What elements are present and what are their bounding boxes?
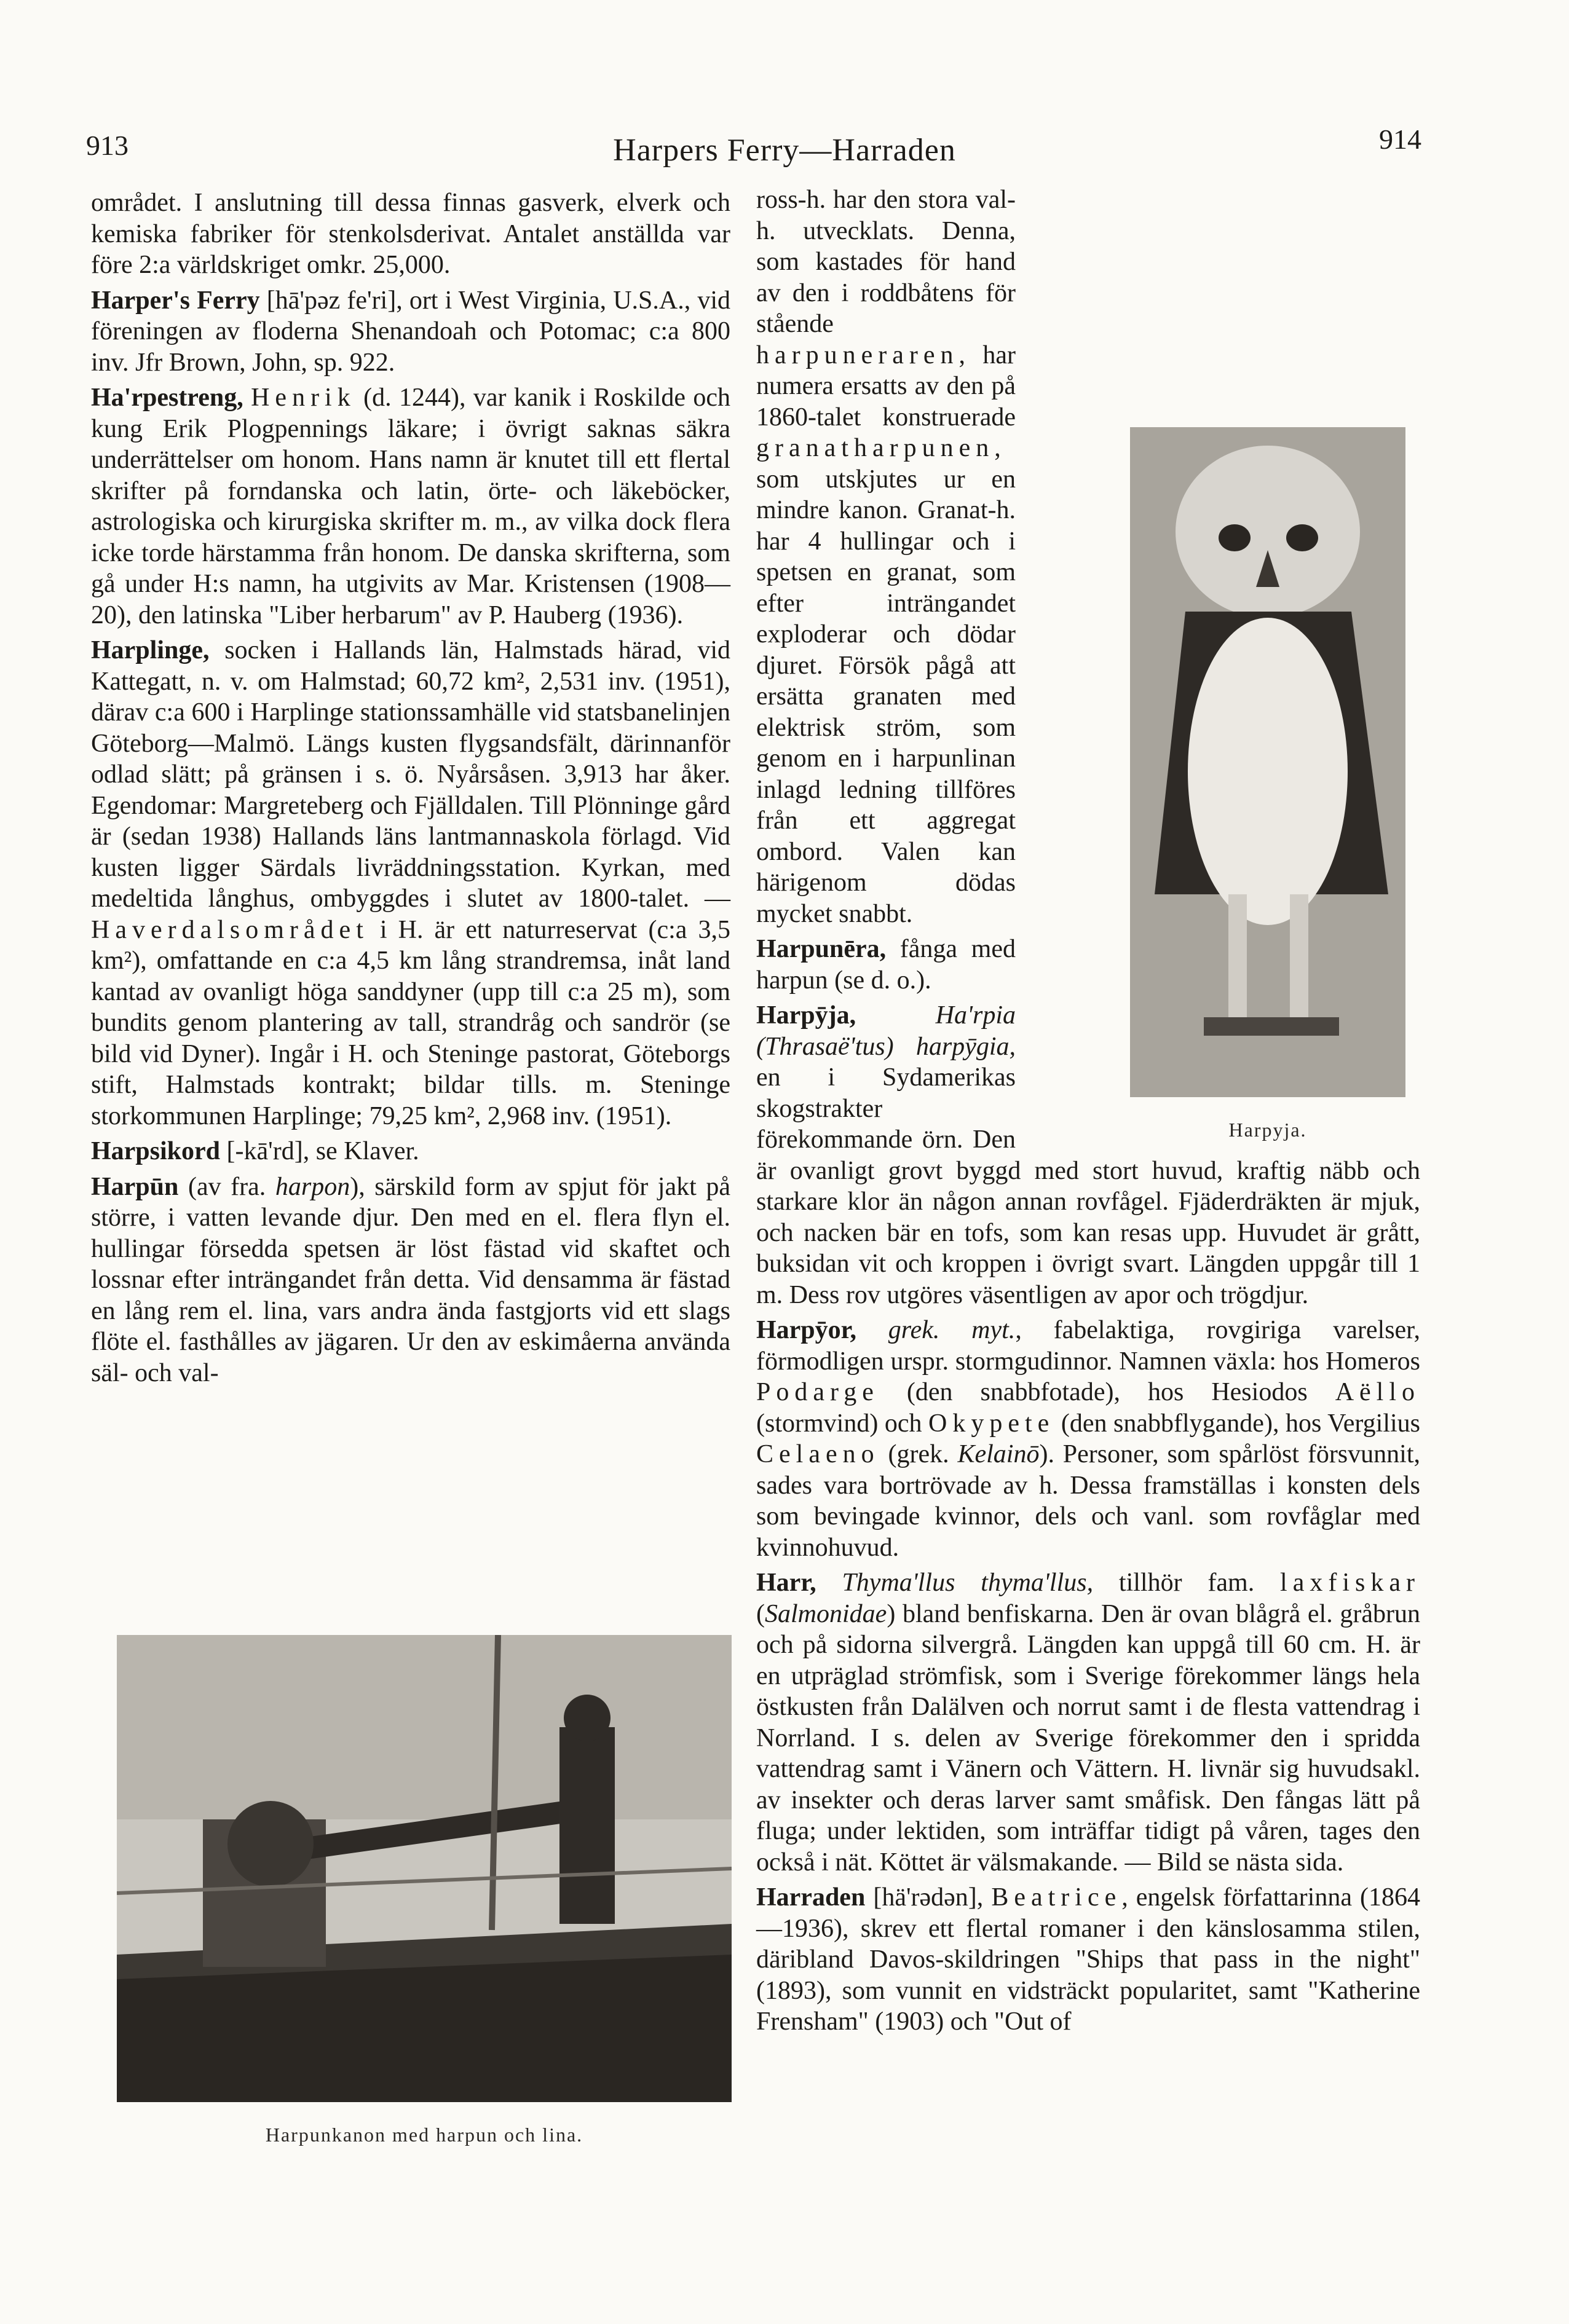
entry-headword: Harpūn: [91, 1172, 179, 1201]
entry-spaced-name: Okypete: [928, 1409, 1055, 1438]
entry-text: (den snabbfotade), hos Hesiodos: [879, 1378, 1335, 1406]
entry-text: (av fra.: [178, 1172, 275, 1201]
entry-text: tillhör fam.: [1093, 1569, 1281, 1597]
entry-text: socken i Hallands län, Halmstads härad, vid Kattegatt, n. v. om Halmstad; 60,72 km², 2,531 inv. (1951), därav c:a 600 i Harplinge stationssamhälle vid statsbanelinjen Göteborg—Malmö. Längs kusten flygsandsfält, därinnanför odlad slätt; på gränsen i s. ö. Nyårsåsen. 3,913 har åker. Egendomar: Margreteberg och Fjälldalen. Till Plönninge gård är (sedan 1938) Hallands läns lantmannaskola förlagd. Vid kusten ligger Särdals livräddningsstation. Kyrkan, med medeltida långhus, ombyggdes i slutet av 1800-talet. —: [91, 636, 730, 913]
entry-italic: harpon: [275, 1172, 350, 1201]
page-number-right: 914: [1379, 124, 1421, 155]
entry-harpers-ferry: [91, 285, 730, 379]
entry-text: området. I anslutning till dessa finnas gasverk, elverk och kemiska fabriker för stenkolsderivat. Antalet anställda var före 2:a världskriget omkr. 25,000.: [91, 189, 730, 279]
entry-text: (den snabbflygande), hos Vergilius: [1054, 1409, 1420, 1438]
entry-spaced-name: Beatrice: [991, 1883, 1122, 1912]
harpoon-cannon-photo: [117, 1635, 732, 2102]
entry-harr: [756, 1567, 1420, 1878]
entry-spaced-term: granatharpunen: [756, 434, 995, 462]
page-number-left: 913: [86, 130, 128, 161]
entry-continuation: [91, 187, 730, 281]
entry-italic: Thyma'llus thyma'llus,: [842, 1569, 1094, 1597]
entry-headword: Harr,: [756, 1569, 816, 1597]
figure-caption-harpyja: Harpyja.: [1228, 1119, 1307, 1141]
harpy-eagle-photo: [1130, 427, 1405, 1097]
left-column: [91, 187, 730, 1393]
entry-harpyor: [756, 1315, 1420, 1563]
entry-headword: Harpȳja,: [756, 1001, 856, 1030]
entry-text: ). Personer, som spårlöst försvunnit, sades vara bortrövade av h. Dessa framställas i konsten dels som bevingade kvinnor, dels och vanl. som rovfåglar med kvinnohuvud.: [756, 1440, 1420, 1562]
entry-headword: Harper's Ferry: [91, 286, 260, 315]
entry-spaced-term: harpuneraren: [756, 341, 959, 369]
entry-italic: Kelainō: [957, 1440, 1040, 1468]
entry-text: [-kā'rd], se Klaver.: [220, 1137, 419, 1165]
entry-spaced-term: Haverdalsområdet: [91, 915, 369, 944]
entry-text: (grek.: [879, 1440, 958, 1468]
entry-text: , har numera ersatts av den på 1860-talet konstruerade: [756, 341, 1016, 431]
entry-italic: Salmonidae: [765, 1599, 887, 1628]
entry-headword: Harraden: [756, 1883, 866, 1912]
entry-harraden: [756, 1882, 1420, 2038]
entry-spaced-name: Podarge: [756, 1378, 879, 1406]
entry-spaced-name: Aëllo: [1335, 1378, 1420, 1406]
entry-harpsikord: [91, 1136, 730, 1167]
entry-italic: grek. myt.: [888, 1316, 1016, 1344]
entry-headword: Harplinge,: [91, 636, 210, 664]
entry-spaced-name: Celaeno: [756, 1440, 880, 1468]
page-title: Harpers Ferry—Harraden: [613, 133, 956, 168]
entry-text: ) bland benfiskarna. Den är ovan blågrå el. gråbrun och på sidorna silvergrå. Längden kan uppgå till 60 cm. H. är en utpräglad strömfisk, som i Sverige förekommer längs hela östkusten från Dalälven och norrut samt i de flesta vattendrag i Norrland. I s. delen av Sverige förekommer den i spridda vattendrag samt i Vänern och Vättern. H. livnär sig huvudsakl. av insekter och deras larver samt småfisk. Den fångas lätt på fluga; under lektiden, som inträffar tidigt på våren, tages den också i nät. Köttet är välsmakande. — Bild se nästa sida.: [756, 1599, 1420, 1877]
entry-text: ross-h. har den stora val-h. utvecklats. Denna, som kastades för hand av den i roddbåtens för stående: [756, 186, 1016, 338]
entry-harpestreng: [91, 382, 730, 631]
entry-text: [hä'rədən],: [865, 1883, 992, 1912]
entry-text: [hā'pəz fe'ri], ort i West Virginia, U.S.A., vid föreningen av floderna Shenandoah och Potomac; c:a 800 inv. Jfr Brown, John, sp. 922.: [91, 286, 731, 377]
entry-harpun: [91, 1172, 730, 1389]
entry-text: ), särskild form av spjut för jakt på större, i vatten levande djur. Den med en el. flera flyn el. hullingar försedda spetsen är löst fästad vid skaftet och lossnar efter inträngandet från detta. Vid densamma är fästad en lång rem el. lina, vars andra ända fastgjorts vid ett slags flöte el. fasthålles av jägaren. Ur den av eskimåerna använda säl- och val-: [91, 1172, 730, 1387]
harpy-eagle-illustration: [1130, 427, 1405, 1097]
entry-headword: Harpsikord: [91, 1137, 221, 1165]
entry-text: , som utskjutes ur en mindre kanon. Granat-h. har 4 hullingar och i spetsen en granat, som efter inträngandet exploderar och dödar djuret. Försök pågå att ersätta granaten med elektrisk ström, som genom en i harpunlinan inlagd ledning tillföres från ett aggregat ombord. Valen kan härigenom dödas mycket snabbt.: [756, 434, 1016, 928]
entry-text: , fabelaktiga, rovgiriga varelser, förmodligen urspr. stormgudinnor. Namnen växla: hos Homeros: [756, 1316, 1420, 1376]
entry-text: fånga med harpun (se d. o.).: [756, 935, 1016, 995]
entry-text: en i Sydamerikas skogstrakter förekommande örn. Den är ovanligt grovt byggd med stort huvud, kraftig näbb och starkare klor än någon annan rovfågel. Fjäderdräkten är mjuk, och nacken bär en tofs, som kan resas upp. Huvudet är grått, buksidan vit och kroppen i övrigt svart. Längden uppgår till 1 m. Dess rov utgöres väsentligen av apor och trögdjur.: [756, 1063, 1420, 1309]
entry-text: (stormvind) och: [756, 1409, 929, 1438]
entry-text: (: [756, 1599, 765, 1628]
entry-text: i H. är ett naturreservat (c:a 3,5 km²), omfattande en c:a 4,5 km lång strandremsa, inåt land kantad av ovanligt höga sanddyner (upp till c:a 25 m), som bundits genom plantering av tall, strandråg och sandrör (se bild vid Dyner). Ingår i H. och Steninge pastorat, Göteborgs stift, Halmstads kontrakt; bildar tills. m. Steninge storkommunen Harplinge; 79,25 km², 2,968 inv. (1951).: [91, 915, 730, 1130]
entry-headword: Harpunēra,: [756, 935, 887, 963]
entry-italic: Ha'rpia (Thrasaë'tus) harpȳgia,: [756, 1001, 1016, 1061]
figure-caption-harpoon: Harpunkanon med harpun och lina.: [265, 2124, 583, 2146]
entry-headword: Harpȳor,: [756, 1316, 856, 1344]
entry-spaced-name: Henrik: [251, 384, 356, 412]
entry-harplinge: [91, 635, 730, 1132]
entry-text: (d. 1244), var kanik i Roskilde och kung Erik Plogpennings läkare; i övrigt saknas säkra underrättelser om honom. Hans namn är knutet till ett flertal skrifter på forndanska och latin, örte- och läkeböcker, astrologiska och kirurgiska skrifter m. m., av vilka dock flera icke torde härstamma från honom. De danska skrifterna, som gå under H:s namn, ha utgivits av Mar. Kristensen (1908—20), den latinska "Liber herbarum" av P. Hauberg (1936).: [91, 384, 731, 629]
harpoon-cannon-illustration: [117, 1635, 732, 2102]
entry-text: , engelsk författarinna (1864—1936), skrev ett flertal romaner i den känslosamma stilen, däribland Davos-skildringen "Ships that pass in the night" (1893), som vunnit en vidsträckt popularitet, samt "Katherine Frensham" (1903) och "Out of: [756, 1883, 1420, 2036]
entry-spaced-term: laxfiskar: [1280, 1569, 1420, 1597]
entry-headword: Ha'rpestreng,: [91, 384, 243, 412]
